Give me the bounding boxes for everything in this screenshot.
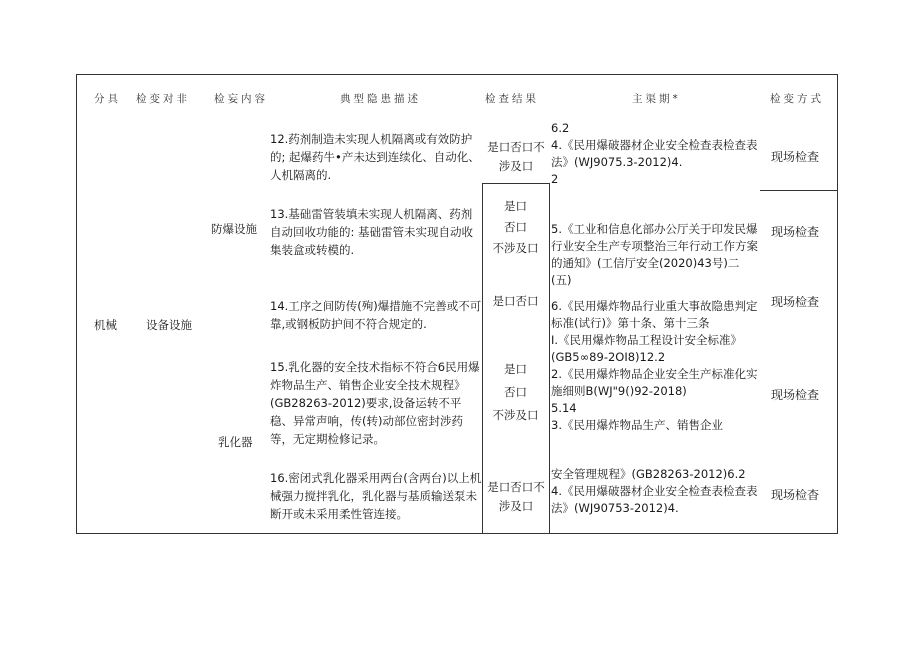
item-15-method: 现场检查 [771,388,820,402]
row-divider-2 [760,190,838,191]
item-12-result[interactable]: 是口否口不涉及口 [487,140,545,173]
item-14-basis: 6.《民用爆炸物品行业重大事故隐患判定标准(试行)》第十条、第十三条 I.《民用爆炸物品工程设计安全标准》(GB5∞89-2OI8)12.2 2.《民用爆炸物品企业安全生产标准化实施细则B(WJ"9()92-2018) 5.14 3.《民用爆炸物品生产、销售企业 [551,299,758,432]
content-blast-cell: 防爆设施 [211,222,257,236]
header-method: 检变方式 [770,93,824,105]
category-cell: 机械 [94,318,117,332]
item-12-description: 12.药剂制造未实现人机隔离或有效防护的; 起爆药牛•产未达到连续化、自动化、人机隔离的. [270,132,480,182]
item-14-result[interactable]: 是口否口 [492,294,539,308]
item-16-description: 16.密闭式乳化器采用两台(含两台)以上机械强力搅拌乳化，乳化器与基质输送泵未断开或未采用柔性管连接。 [270,471,482,521]
item-16-result[interactable]: 是口否口不涉及口 [487,480,545,513]
header-content: 检妄内容 [214,93,268,105]
item-12-basis: 6.2 4.《民用爆破器材企业安全检查表检查表法》(WJ9075.3-2012)4. 2 [551,121,758,186]
item-13-method: 现场检查 [771,225,820,239]
header-result: 检查结果 [485,93,539,105]
header-basis: 主渠期* [632,93,681,105]
header-category: 分具 [94,93,121,105]
item-16-method: 现场检杳 [771,488,820,502]
result-column-right-border [549,183,550,534]
item-12-method: 现场检查 [771,150,820,164]
object-cell: 设备设施 [146,318,192,332]
header-object: 检变对非 [136,93,190,105]
item-16-basis: 安全管理规程》(GB28263-2012)6.2 4.《民用爆破器材企业安全检查表检查表法》(WJ90753-2012)4. [551,467,758,515]
row-divider-1 [482,183,549,184]
content-emulsifier-cell: 乳化器 [218,435,253,449]
item-13-description: 13.基础雷管装填未实现人机隔离、药剂自动回收功能的: 基础雷管未实现自动收集装盒或转模的. [270,207,474,257]
header-description: 典型隐患描述 [340,93,421,105]
item-13-result[interactable]: 是口 否口 不涉及口 [492,199,539,255]
item-15-description: 15.乳化器的安全技术指标不符合6民用爆炸物品生产、销售企业安全技术规程》(GB28263-2012)要求,设备运转不平稳、异常声响，传(转)动部位密封涉药等，无定期检修记录。 [270,360,480,446]
item-15-result[interactable]: 是口 否口 不涉及口 [492,362,539,422]
item-14-method: 现场检查 [771,295,820,309]
item-14-description: 14.工序之间防传(殉)爆措施不完善或不可靠,或钢板防护间不符合规定的. [270,299,482,331]
item-13-basis: 5.《工业和信息化部办公厅关于印发民爆行业安全生产专项整治三年行动工作方案的通知》(工信厅安全(2020)43号)二(五) [551,222,758,287]
